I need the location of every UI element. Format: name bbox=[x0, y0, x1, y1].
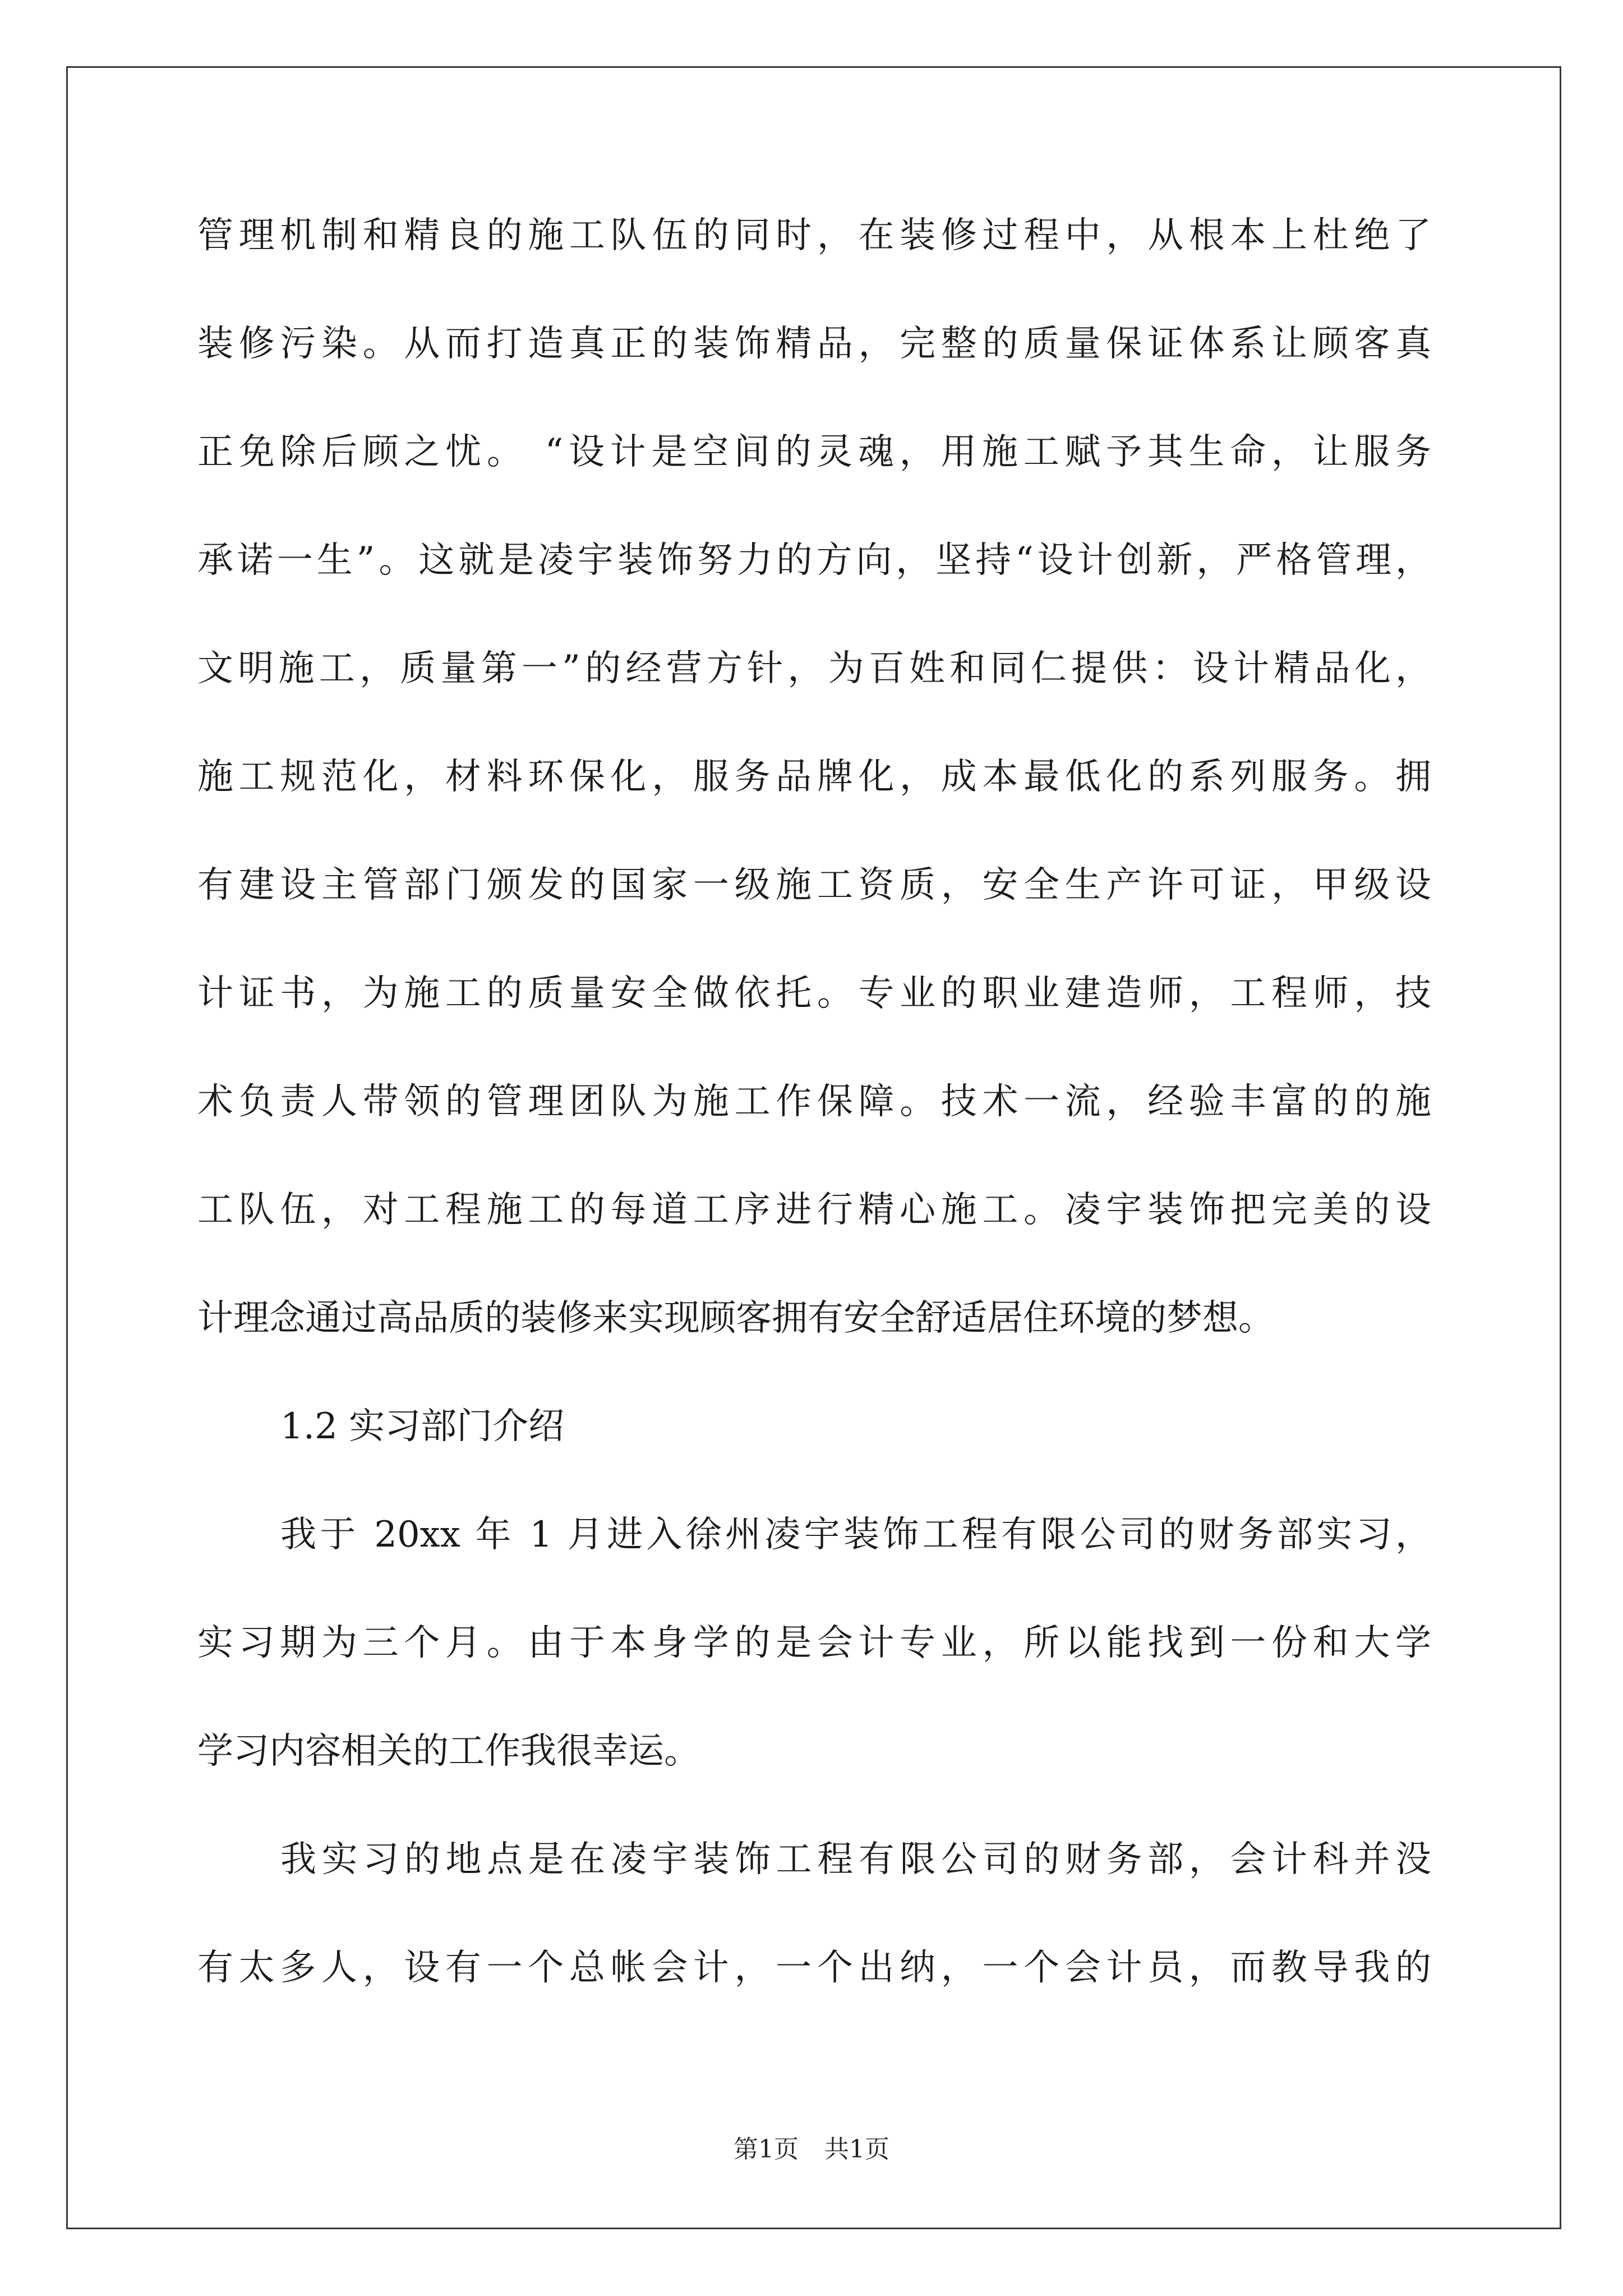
paragraph-line: 术负责人带领的管理团队为施工作保障。技术一流，经验丰富的的施 bbox=[197, 1081, 1431, 1122]
paragraph-line: 正免除后顾之忧。 “设计是空间的灵魂，用施工赋予其生命，让服务 bbox=[197, 431, 1431, 473]
paragraph-line: 学习内容相关的工作我很幸运。 bbox=[197, 1731, 700, 1772]
paragraph-line: 施工规范化，材料环保化，服务品牌化，成本最低化的系列服务。拥 bbox=[197, 756, 1431, 798]
paragraph-line: 承诺一生”。这就是凌宇装饰努力的方向，坚持“设计创新，严格管理， bbox=[197, 540, 1431, 581]
paragraph-line: 工队伍，对工程施工的每道工序进行精心施工。凌宇装饰把完美的设 bbox=[197, 1189, 1431, 1231]
paragraph-line: 装修污染。从而打造真正的装饰精品，完整的质量保证体系让顾客真 bbox=[197, 323, 1431, 365]
page-number: 第1页 bbox=[734, 2135, 799, 2164]
document-body bbox=[197, 208, 1431, 2048]
paragraph-line: 计证书，为施工的质量安全做依托。专业的职业建造师，工程师，技 bbox=[197, 973, 1431, 1014]
section-heading: 1.2 实习部门介绍 bbox=[280, 1406, 565, 1447]
paragraph-line: 我于 20xx 年 1 月进入徐州凌宇装饰工程有限公司的财务部实习， bbox=[280, 1514, 1431, 1556]
paragraph-line: 我实习的地点是在凌宇装饰工程有限公司的财务部，会计科并没 bbox=[280, 1839, 1431, 1880]
page-total: 共1页 bbox=[824, 2135, 889, 2164]
paragraph-line: 计理念通过高品质的装修来实现顾客拥有安全舒适居住环境的梦想。 bbox=[197, 1297, 1274, 1339]
paragraph-line: 有太多人，设有一个总帐会计，一个出纳，一个会计员，而教导我的 bbox=[197, 1947, 1431, 1989]
paragraph-line: 有建设主管部门颁发的国家一级施工资质，安全生产许可证，甲级设 bbox=[197, 864, 1431, 906]
page-footer bbox=[0, 2129, 1623, 2165]
paragraph-line: 文明施工，质量第一”的经营方针，为百姓和同仁提供：设计精品化， bbox=[197, 648, 1431, 689]
paragraph-line: 实习期为三个月。由于本身学的是会计专业，所以能找到一份和大学 bbox=[197, 1622, 1431, 1664]
paragraph-line: 管理机制和精良的施工队伍的同时，在装修过程中，从根本上杜绝了 bbox=[197, 215, 1431, 256]
